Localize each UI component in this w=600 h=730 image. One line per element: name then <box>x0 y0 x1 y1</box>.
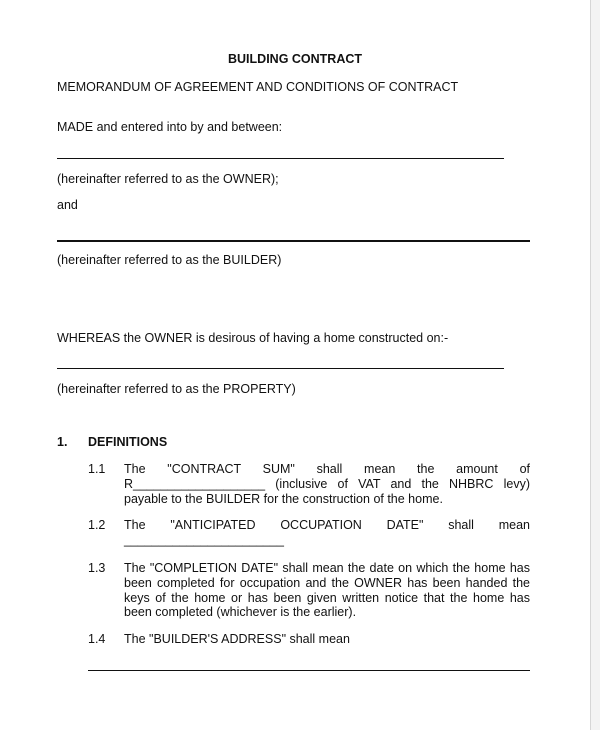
made-between-text: MADE and entered into by and between: <box>57 120 283 134</box>
definition-text-line: The "CONTRACT SUM" shall mean the amount of <box>124 462 530 476</box>
builder-address-line <box>88 670 530 671</box>
definition-number: 1.4 <box>88 632 106 646</box>
builder-reference-text: (hereinafter referred to as the BUILDER) <box>57 253 282 267</box>
property-line <box>57 368 504 369</box>
definition-text-line: been completed for occupation and the OWNER has been handed the <box>124 576 530 590</box>
definition-text-line: been completed (whichever is the earlier). <box>124 605 357 619</box>
owner-name-line <box>57 158 504 159</box>
builder-name-line <box>57 240 530 242</box>
definition-text-line: The "COMPLETION DATE" shall mean the date on which the home has <box>124 561 530 575</box>
definition-number: 1.2 <box>88 518 106 532</box>
and-text: and <box>57 198 78 212</box>
definitions-heading: DEFINITIONS <box>88 435 168 449</box>
definition-text-line: R___________________ (inclusive of VAT and the NHBRC levy) <box>124 477 530 491</box>
definitions-number: 1. <box>57 435 68 449</box>
definition-text-line: _______________________ <box>124 533 284 547</box>
whereas-text: WHEREAS the OWNER is desirous of having a home constructed on:- <box>57 331 449 345</box>
document-title: BUILDING CONTRACT <box>228 52 363 66</box>
property-reference-text: (hereinafter referred to as the PROPERTY) <box>57 382 296 396</box>
document-subtitle: MEMORANDUM OF AGREEMENT AND CONDITIONS OF CONTRACT <box>57 80 459 94</box>
definition-text-line: payable to the BUILDER for the construction of the home. <box>124 492 443 506</box>
owner-reference-text: (hereinafter referred to as the OWNER); <box>57 172 279 186</box>
definition-text-line: keys of the home or has been given written notice that the home has <box>124 591 530 605</box>
definition-number: 1.1 <box>88 462 106 476</box>
definition-text-line: The "BUILDER'S ADDRESS" shall mean <box>124 632 350 646</box>
definition-number: 1.3 <box>88 561 106 575</box>
definition-text-line: The "ANTICIPATED OCCUPATION DATE" shall mean <box>124 518 530 532</box>
